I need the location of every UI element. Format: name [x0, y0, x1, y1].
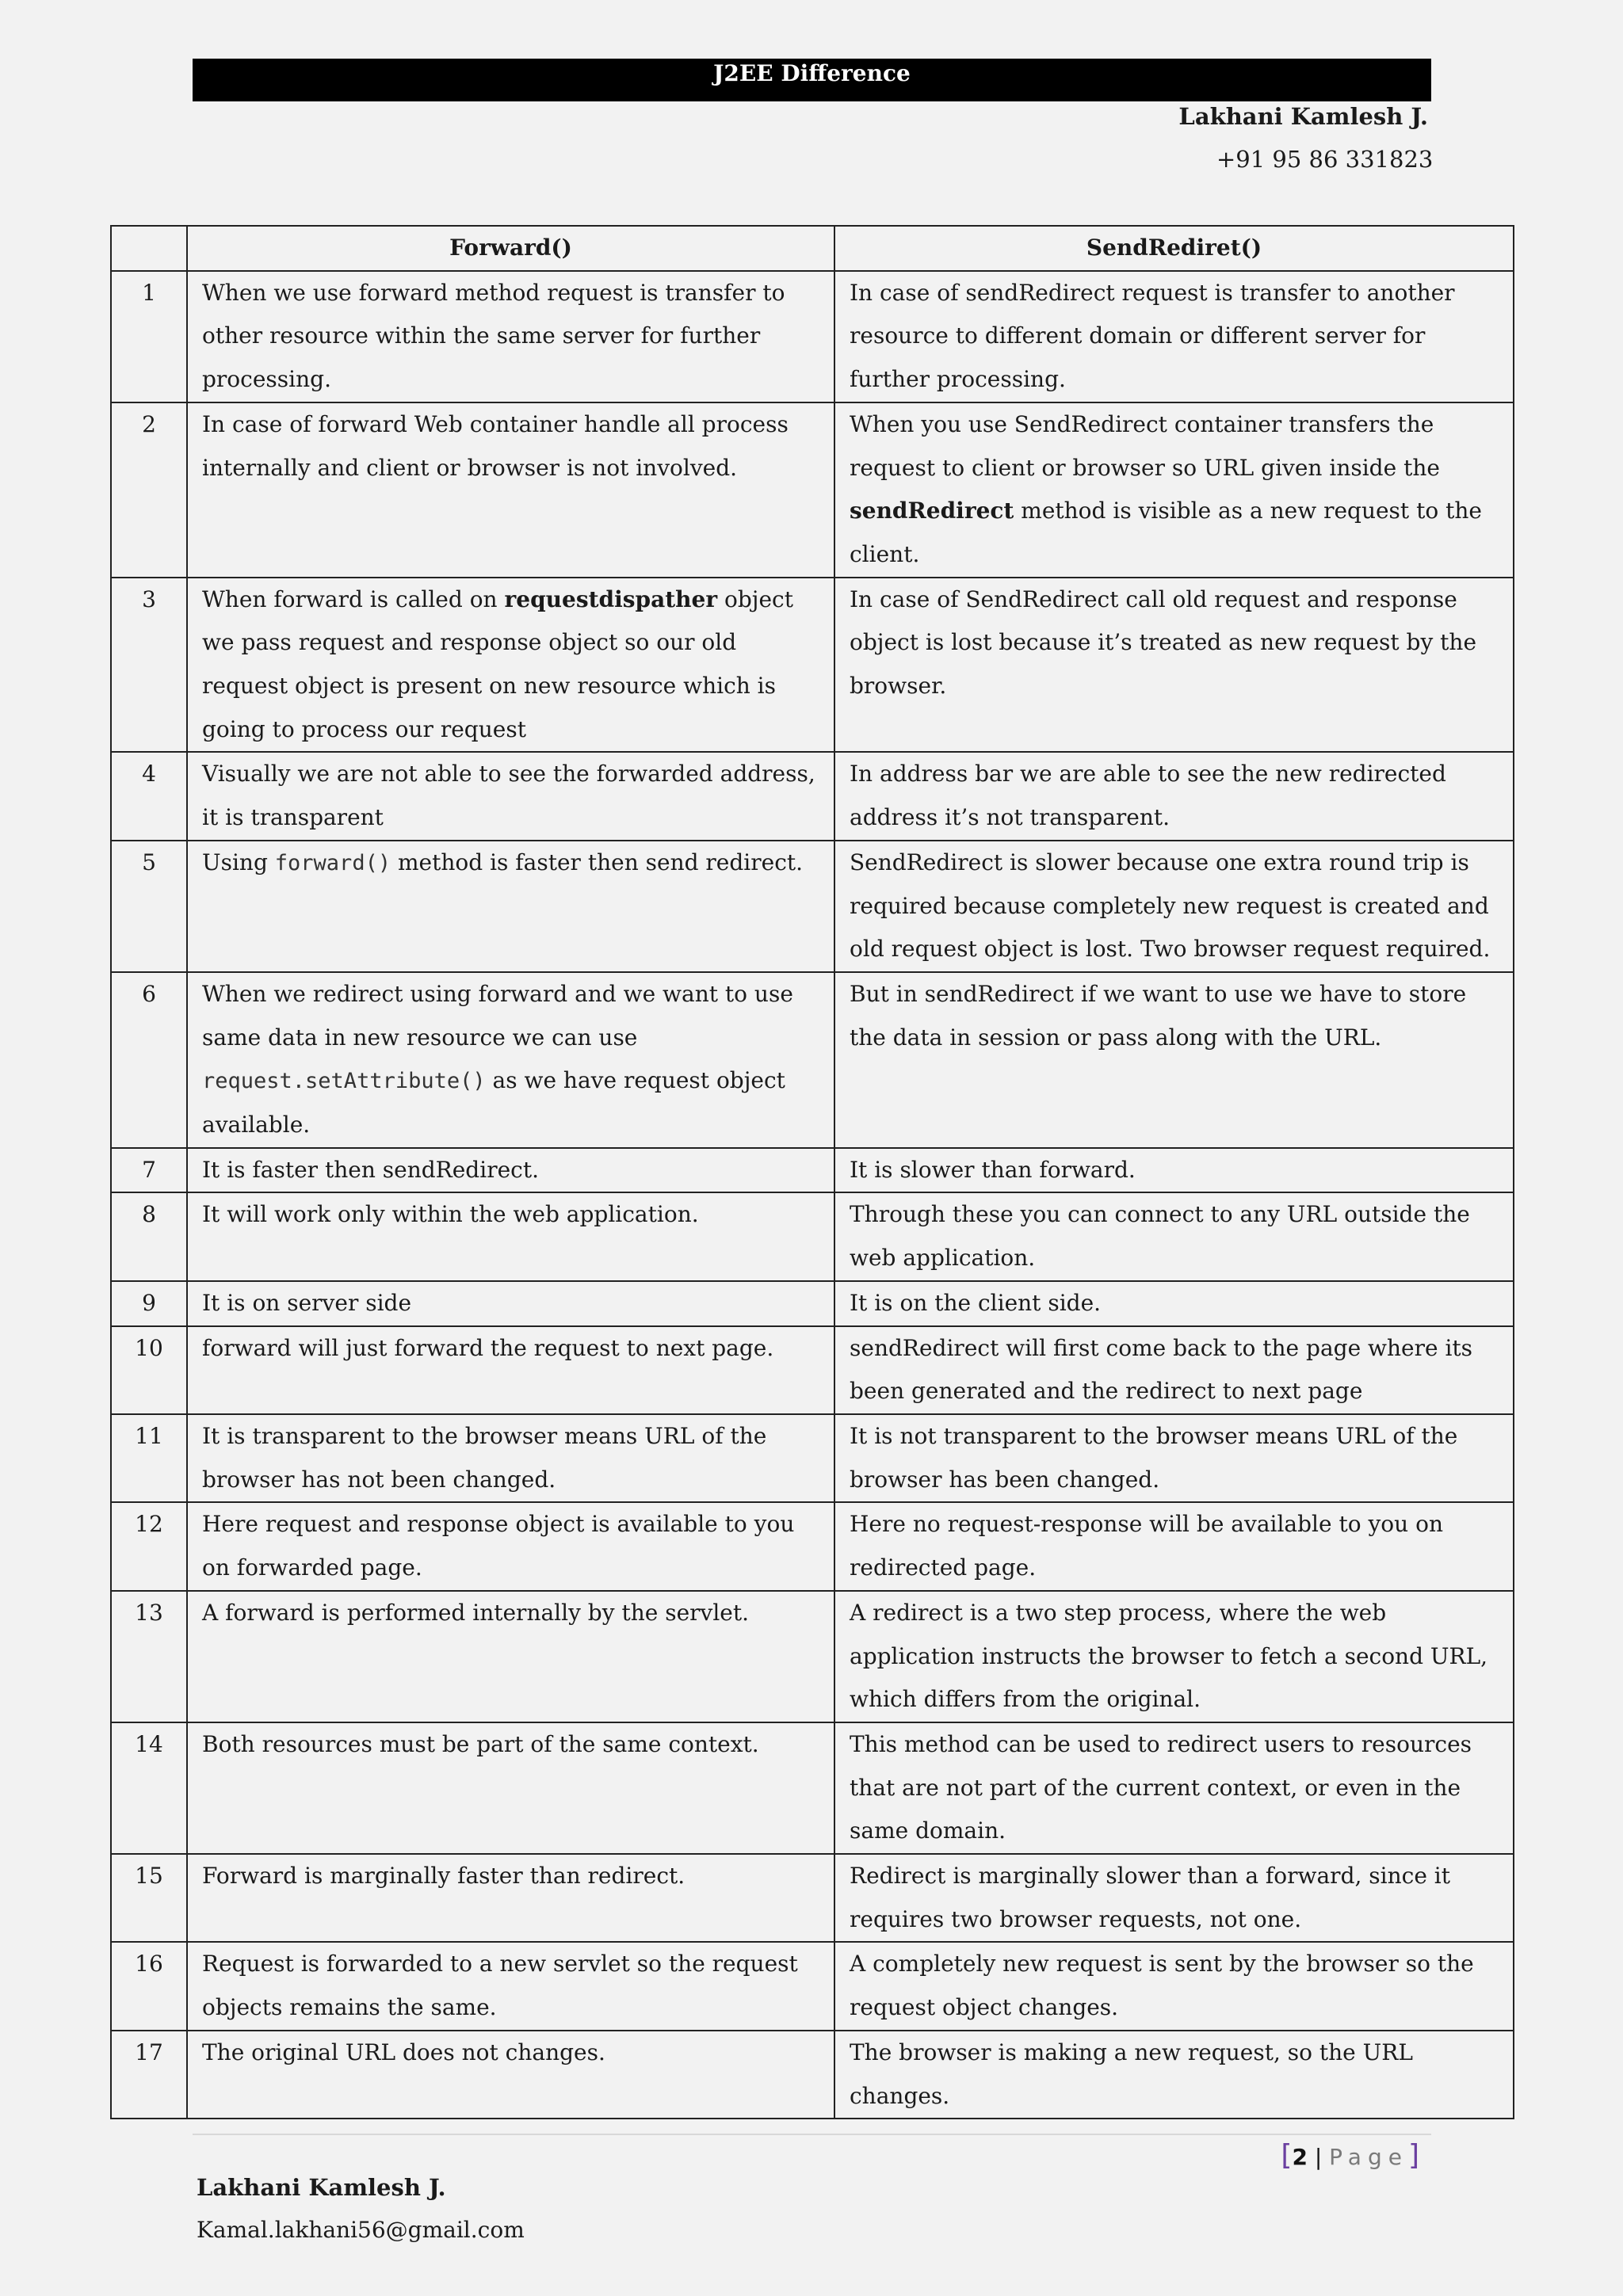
row-number: 11: [111, 1414, 187, 1502]
forward-cell: It is faster then sendRedirect.: [187, 1148, 834, 1193]
sendredirect-cell: But in sendRedirect if we want to use we have to store the data in session or pass along with the URL.: [834, 972, 1514, 1148]
forward-cell: Here request and response object is available to you on forwarded page.: [187, 1502, 834, 1590]
forward-cell: It is on server side: [187, 1281, 834, 1326]
forward-cell: forward will just forward the request to next page.: [187, 1326, 834, 1414]
forward-cell: Request is forwarded to a new servlet so the request objects remains the same.: [187, 1942, 834, 2030]
table-row: [111, 1502, 1514, 1590]
table-row: [111, 1148, 1514, 1193]
table-row: [111, 1591, 1514, 1722]
column-header-sendredirect: SendRediret(): [834, 226, 1514, 271]
inline-code: request.setAttribute(): [202, 1069, 486, 1094]
page-label: Page: [1329, 2144, 1408, 2170]
footer-email: Kamal.lakhani56@gmail.com: [197, 2217, 525, 2243]
table-body: [111, 271, 1514, 2119]
forward-cell: Visually we are not able to see the forwarded address, it is transparent: [187, 752, 834, 840]
page-bracket-close: ]: [1407, 2139, 1419, 2172]
row-number: 6: [111, 972, 187, 1148]
sendredirect-cell: In case of SendRedirect call old request and response object is lost because it’s treated as new request by the browser.: [834, 578, 1514, 753]
forward-cell: [187, 841, 834, 972]
table-row: [111, 2031, 1514, 2119]
table-row: [111, 1722, 1514, 1854]
cell-text: as we have request object available.: [202, 1067, 785, 1138]
sendredirect-cell: [834, 402, 1514, 578]
table-row: [111, 841, 1514, 972]
table-header-row: [111, 226, 1514, 271]
forward-cell: Forward is marginally faster than redirect.: [187, 1854, 834, 1942]
cell-text: object we pass request and response object so our old request object is present on new resource which is going to process our request: [202, 585, 793, 742]
sendredirect-cell: A completely new request is sent by the browser so the request object changes.: [834, 1942, 1514, 2030]
sendredirect-cell: In address bar we are able to see the new redirected address it’s not transparent.: [834, 752, 1514, 840]
table-row: [111, 1326, 1514, 1414]
row-number: 12: [111, 1502, 187, 1590]
sendredirect-cell: Here no request-response will be available to you on redirected page.: [834, 1502, 1514, 1590]
row-number: 15: [111, 1854, 187, 1942]
document-title: J2EE Difference: [193, 59, 1431, 101]
cell-text: method is faster then send redirect.: [391, 849, 804, 875]
row-number: 5: [111, 841, 187, 972]
sendredirect-cell: sendRedirect will first come back to the page where its been generated and the redirect to next page: [834, 1326, 1514, 1414]
cell-text: When forward is called on: [202, 585, 505, 612]
inline-code: forward(): [274, 850, 391, 875]
forward-cell: [187, 972, 834, 1148]
comparison-table: [110, 225, 1514, 2119]
table-row: [111, 402, 1514, 578]
row-number: 1: [111, 271, 187, 402]
cell-text: method is visible as a new request to the client.: [850, 498, 1482, 567]
table-row: [111, 1414, 1514, 1502]
cell-text: When you use SendRedirect container transfers the request to client or browser so URL given inside the: [850, 410, 1440, 481]
table-row: [111, 1192, 1514, 1280]
bold-term: sendRedirect: [850, 498, 1014, 524]
sendredirect-cell: A redirect is a two step process, where the web application instructs the browser to fetch a second URL, which differs from the original.: [834, 1591, 1514, 1722]
page-number-value: 2: [1292, 2144, 1308, 2170]
forward-cell: When we use forward method request is transfer to other resource within the same server for further processing.: [187, 271, 834, 402]
row-number: 10: [111, 1326, 187, 1414]
sendredirect-cell: In case of sendRedirect request is transfer to another resource to different domain or different server for further processing.: [834, 271, 1514, 402]
column-header-number: [111, 226, 187, 271]
row-number: 4: [111, 752, 187, 840]
forward-cell: In case of forward Web container handle all process internally and client or browser is not involved.: [187, 402, 834, 578]
table-row: [111, 1942, 1514, 2030]
sendredirect-cell: This method can be used to redirect users to resources that are not part of the current context, or even in the same domain.: [834, 1722, 1514, 1854]
sendredirect-cell: It is on the client side.: [834, 1281, 1514, 1326]
sendredirect-cell: The browser is making a new request, so the URL changes.: [834, 2031, 1514, 2119]
forward-cell: [187, 578, 834, 753]
author-phone: +91 95 86 331823: [1216, 146, 1434, 173]
forward-cell: A forward is performed internally by the servlet.: [187, 1591, 834, 1722]
table-row: [111, 578, 1514, 753]
footer-divider: [193, 2134, 1431, 2135]
author-name: Lakhani Kamlesh J.: [1178, 103, 1428, 130]
page-separator: |: [1307, 2144, 1330, 2170]
row-number: 14: [111, 1722, 187, 1854]
table-row: [111, 972, 1514, 1148]
forward-cell: It will work only within the web application.: [187, 1192, 834, 1280]
table-row: [111, 752, 1514, 840]
footer-author-name: Lakhani Kamlesh J.: [197, 2174, 446, 2201]
column-header-forward: Forward(): [187, 226, 834, 271]
row-number: 3: [111, 578, 187, 753]
row-number: 8: [111, 1192, 187, 1280]
sendredirect-cell: It is slower than forward.: [834, 1148, 1514, 1193]
table-row: [111, 1854, 1514, 1942]
table-row: [111, 1281, 1514, 1326]
row-number: 13: [111, 1591, 187, 1722]
sendredirect-cell: Redirect is marginally slower than a forward, since it requires two browser requests, not one.: [834, 1854, 1514, 1942]
table-row: [111, 271, 1514, 402]
row-number: 7: [111, 1148, 187, 1193]
forward-cell: It is transparent to the browser means URL of the browser has not been changed.: [187, 1414, 834, 1502]
cell-text: Using: [202, 849, 275, 875]
cell-text: When we redirect using forward and we want to use same data in new resource we can use: [202, 980, 793, 1051]
row-number: 16: [111, 1942, 187, 2030]
page-bracket-open: [: [1281, 2139, 1293, 2172]
page-number: [1281, 2139, 1419, 2172]
row-number: 2: [111, 402, 187, 578]
row-number: 9: [111, 1281, 187, 1326]
forward-cell: Both resources must be part of the same context.: [187, 1722, 834, 1854]
sendredirect-cell: It is not transparent to the browser means URL of the browser has been changed.: [834, 1414, 1514, 1502]
sendredirect-cell: SendRedirect is slower because one extra round trip is required because completely new request is created and old request object is lost. Two browser request required.: [834, 841, 1514, 972]
sendredirect-cell: Through these you can connect to any URL outside the web application.: [834, 1192, 1514, 1280]
forward-cell: The original URL does not changes.: [187, 2031, 834, 2119]
row-number: 17: [111, 2031, 187, 2119]
bold-term: requestdispather: [504, 585, 718, 612]
